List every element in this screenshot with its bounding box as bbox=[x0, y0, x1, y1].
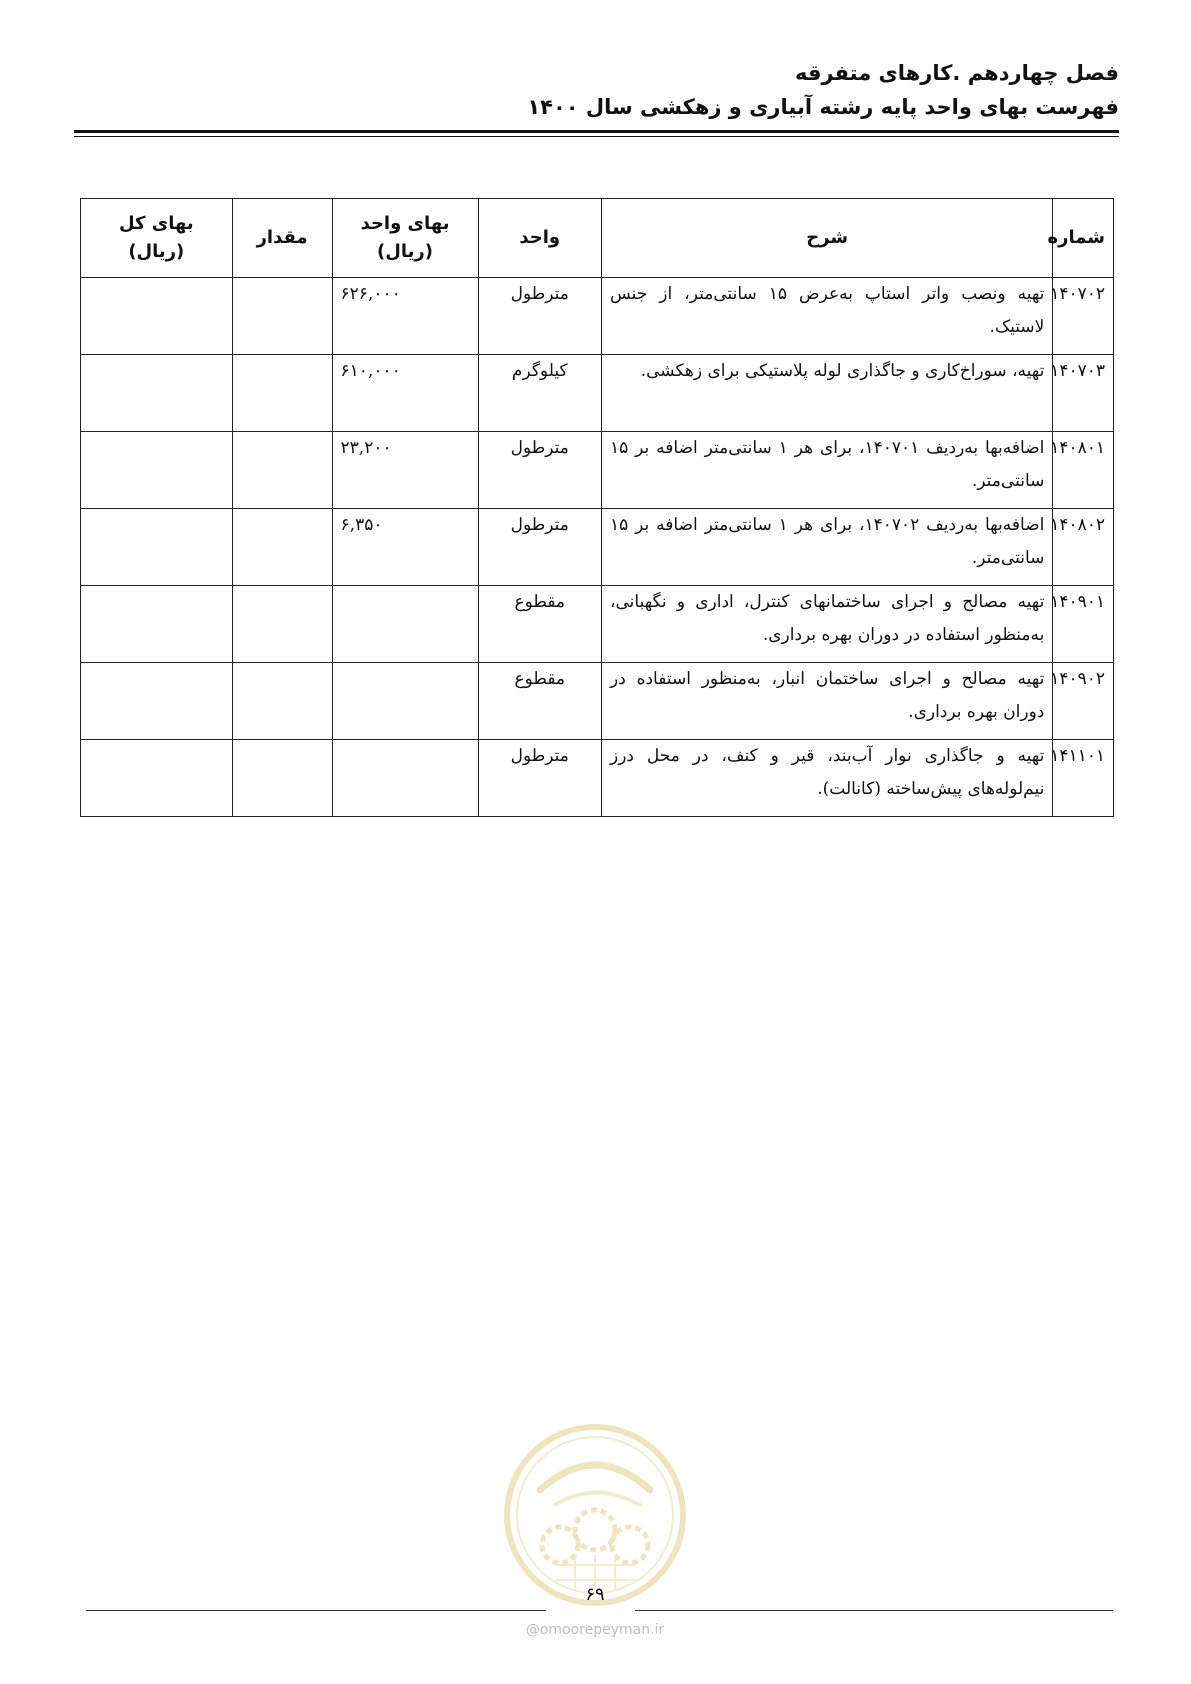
row-unit-price bbox=[332, 740, 478, 817]
row-quantity bbox=[232, 509, 332, 586]
row-code: ۱۴۱۱۰۱ bbox=[1053, 740, 1114, 817]
row-total-price bbox=[81, 740, 233, 817]
price-list-table bbox=[80, 198, 1114, 817]
row-unit-price: ۶۱۰,۰۰۰ bbox=[332, 355, 478, 432]
row-quantity bbox=[232, 278, 332, 355]
row-quantity bbox=[232, 355, 332, 432]
row-unit: مترطول bbox=[478, 509, 602, 586]
watermark-url: @omoorepeyman.ir bbox=[525, 1622, 665, 1638]
row-total-price bbox=[81, 509, 233, 586]
row-code: ۱۴۰۹۰۲ bbox=[1053, 663, 1114, 740]
header-divider-thick bbox=[74, 130, 1119, 133]
row-description: تهیه ونصب واتر استاپ به‌عرض ۱۵ سانتی‌متر، از جنس لاستیک. bbox=[602, 278, 1053, 355]
header-divider-thin bbox=[74, 136, 1119, 137]
row-unit-price bbox=[332, 663, 478, 740]
table-row bbox=[81, 740, 1114, 817]
table-row bbox=[81, 278, 1114, 355]
row-description: تهیه مصالح و اجرای ساختمان انبار، به‌منظور استفاده در دوران بهره برداری. bbox=[602, 663, 1053, 740]
column-header-unit-price: بهای واحد (ریال) bbox=[332, 199, 478, 278]
row-code: ۱۴۰۷۰۲ bbox=[1053, 278, 1114, 355]
footer-divider-right bbox=[635, 1610, 1113, 1611]
row-unit: مقطوع bbox=[478, 663, 602, 740]
page-number: ۶۹ bbox=[585, 1584, 605, 1605]
footer-divider-left bbox=[86, 1610, 546, 1611]
row-total-price bbox=[81, 663, 233, 740]
row-description: تهیه و جاگذاری نوار آب‌بند، قیر و کنف، در محل درز نیم‌لوله‌های پیش‌ساخته (کانالت). bbox=[602, 740, 1053, 817]
table-header-row bbox=[81, 199, 1114, 278]
row-unit: کیلوگرم bbox=[478, 355, 602, 432]
row-unit: مقطوع bbox=[478, 586, 602, 663]
row-total-price bbox=[81, 586, 233, 663]
column-header-code: شماره bbox=[1053, 199, 1114, 278]
document-title: فهرست بهای واحد پایه رشته آبیاری و زهکشی سال ۱۴۰۰ bbox=[527, 95, 1119, 119]
row-unit-price: ۲۳,۲۰۰ bbox=[332, 432, 478, 509]
table-row bbox=[81, 432, 1114, 509]
chapter-title: فصل چهاردهم .کارهای متفرقه bbox=[795, 61, 1119, 85]
row-description: اضافه‌بها به‌ردیف ۱۴۰۷۰۱، برای هر ۱ سانتی‌متر اضافه بر ۱۵ سانتی‌متر. bbox=[602, 432, 1053, 509]
row-code: ۱۴۰۷۰۳ bbox=[1053, 355, 1114, 432]
row-code: ۱۴۰۹۰۱ bbox=[1053, 586, 1114, 663]
row-quantity bbox=[232, 432, 332, 509]
table-row bbox=[81, 586, 1114, 663]
row-total-price bbox=[81, 355, 233, 432]
table-row bbox=[81, 509, 1114, 586]
row-code: ۱۴۰۸۰۱ bbox=[1053, 432, 1114, 509]
column-header-description: شرح bbox=[602, 199, 1053, 278]
row-quantity bbox=[232, 586, 332, 663]
row-quantity bbox=[232, 663, 332, 740]
table-row bbox=[81, 355, 1114, 432]
column-header-total-price: بهای کل (ریال) bbox=[81, 199, 233, 278]
row-unit-price: ۶,۳۵۰ bbox=[332, 509, 478, 586]
row-code: ۱۴۰۸۰۲ bbox=[1053, 509, 1114, 586]
row-unit-price bbox=[332, 586, 478, 663]
column-header-unit: واحد bbox=[478, 199, 602, 278]
row-quantity bbox=[232, 740, 332, 817]
watermark-logo bbox=[500, 1420, 690, 1610]
table-row bbox=[81, 663, 1114, 740]
row-description: تهیه مصالح و اجرای ساختمانهای کنترل، اداری و نگهبانی، به‌منظور استفاده در دوران بهره برداری. bbox=[602, 586, 1053, 663]
row-description: تهیه، سوراخ‌کاری و جاگذاری لوله پلاستیکی برای زهکشی. bbox=[602, 355, 1053, 432]
row-unit-price: ۶۲۶,۰۰۰ bbox=[332, 278, 478, 355]
row-unit: مترطول bbox=[478, 278, 602, 355]
row-description: اضافه‌بها به‌ردیف ۱۴۰۷۰۲، برای هر ۱ سانتی‌متر اضافه بر ۱۵ سانتی‌متر. bbox=[602, 509, 1053, 586]
page-header bbox=[74, 56, 1119, 124]
row-total-price bbox=[81, 278, 233, 355]
row-total-price bbox=[81, 432, 233, 509]
column-header-quantity: مقدار bbox=[232, 199, 332, 278]
row-unit: مترطول bbox=[478, 740, 602, 817]
row-unit: مترطول bbox=[478, 432, 602, 509]
